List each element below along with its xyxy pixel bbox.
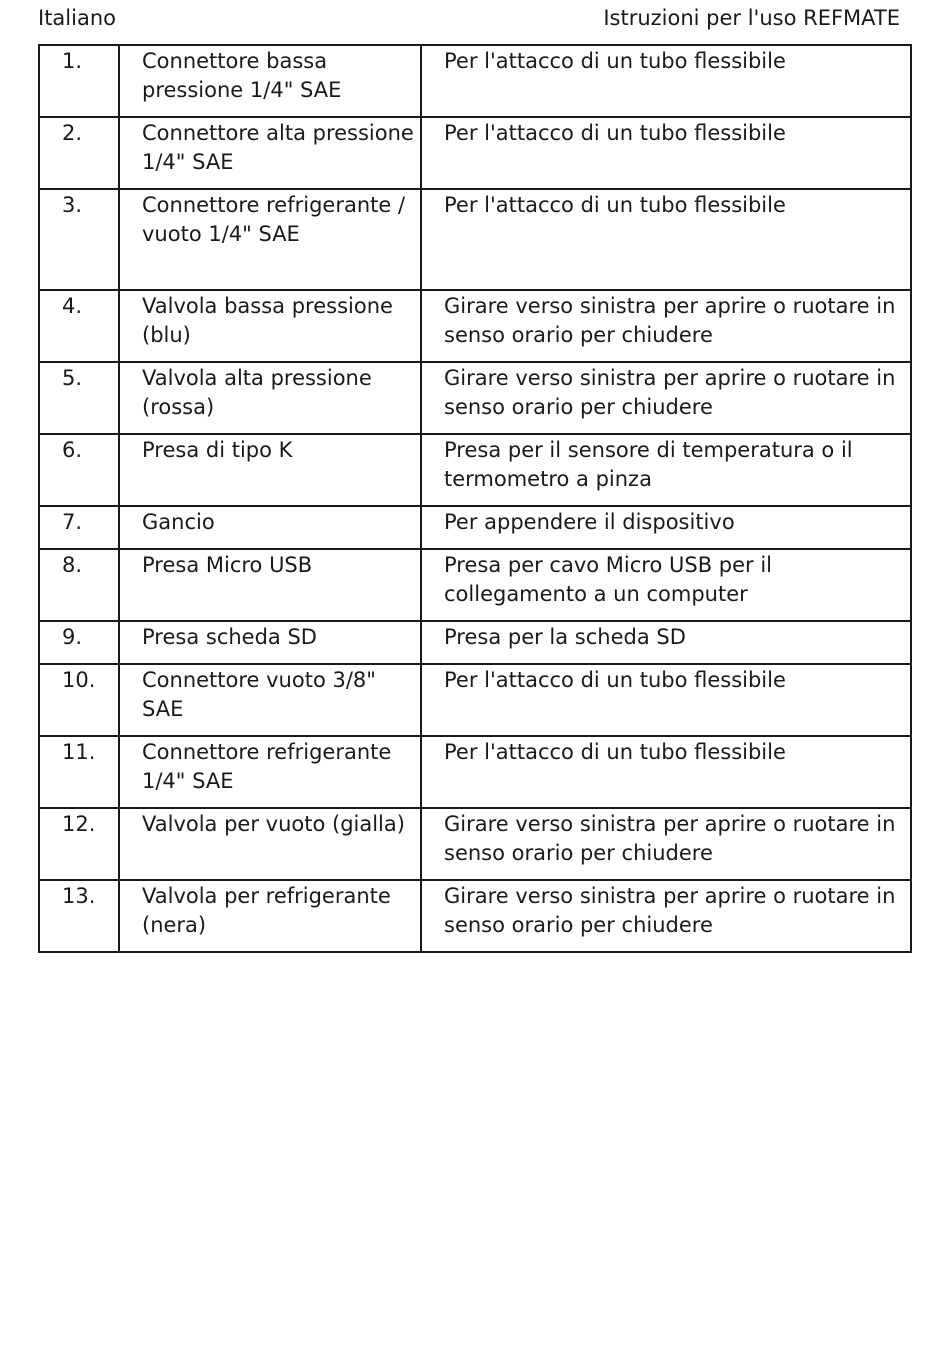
item-number: 11. — [39, 736, 119, 808]
item-name: Connettore bassa pressione 1/4" SAE — [119, 45, 421, 117]
item-name: Valvola alta pressione (rossa) — [119, 362, 421, 434]
item-name: Presa scheda SD — [119, 621, 421, 664]
item-description: Per l'attacco di un tubo flessibile — [421, 45, 911, 117]
item-description: Presa per la scheda SD — [421, 621, 911, 664]
table-row — [39, 45, 911, 117]
item-number: 6. — [39, 434, 119, 506]
item-description: Per appendere il dispositivo — [421, 506, 911, 549]
table-row — [39, 290, 911, 362]
item-description: Per l'attacco di un tubo flessibile — [421, 736, 911, 808]
item-description: Girare verso sinistra per aprire o ruotare in senso orario per chiudere — [421, 290, 911, 362]
item-name: Presa Micro USB — [119, 549, 421, 621]
table-row — [39, 117, 911, 189]
item-number: 13. — [39, 880, 119, 952]
item-name: Gancio — [119, 506, 421, 549]
item-number: 10. — [39, 664, 119, 736]
item-description: Per l'attacco di un tubo flessibile — [421, 117, 911, 189]
table-row — [39, 664, 911, 736]
item-name: Connettore vuoto 3/8" SAE — [119, 664, 421, 736]
item-description: Presa per il sensore di temperatura o il termometro a pinza — [421, 434, 911, 506]
table-row — [39, 434, 911, 506]
table-row — [39, 808, 911, 880]
item-number: 2. — [39, 117, 119, 189]
language-label: Italiano — [38, 6, 116, 30]
item-description: Girare verso sinistra per aprire o ruotare in senso orario per chiudere — [421, 362, 911, 434]
item-number: 8. — [39, 549, 119, 621]
item-name: Presa di tipo K — [119, 434, 421, 506]
item-description: Girare verso sinistra per aprire o ruotare in senso orario per chiudere — [421, 880, 911, 952]
item-number: 3. — [39, 189, 119, 290]
item-number: 1. — [39, 45, 119, 117]
item-name: Connettore refrigerante 1/4" SAE — [119, 736, 421, 808]
item-name: Valvola per refrigerante (nera) — [119, 880, 421, 952]
item-description: Per l'attacco di un tubo flessibile — [421, 664, 911, 736]
item-name: Connettore refrigerante / vuoto 1/4" SAE — [119, 189, 421, 290]
item-name: Connettore alta pressione 1/4" SAE — [119, 117, 421, 189]
item-number: 5. — [39, 362, 119, 434]
table-row — [39, 549, 911, 621]
table-row — [39, 362, 911, 434]
item-number: 9. — [39, 621, 119, 664]
item-name: Valvola bassa pressione (blu) — [119, 290, 421, 362]
item-number: 4. — [39, 290, 119, 362]
table-row — [39, 621, 911, 664]
item-description: Girare verso sinistra per aprire o ruotare in senso orario per chiudere — [421, 808, 911, 880]
item-number: 12. — [39, 808, 119, 880]
table-row — [39, 189, 911, 290]
component-table — [38, 44, 912, 953]
table-row — [39, 736, 911, 808]
table-row — [39, 880, 911, 952]
manual-title: Istruzioni per l'uso REFMATE — [603, 6, 900, 30]
item-description: Presa per cavo Micro USB per il collegamento a un computer — [421, 549, 911, 621]
page-header — [38, 4, 900, 32]
table-row — [39, 506, 911, 549]
item-name: Valvola per vuoto (gialla) — [119, 808, 421, 880]
item-description: Per l'attacco di un tubo flessibile — [421, 189, 911, 290]
item-number: 7. — [39, 506, 119, 549]
